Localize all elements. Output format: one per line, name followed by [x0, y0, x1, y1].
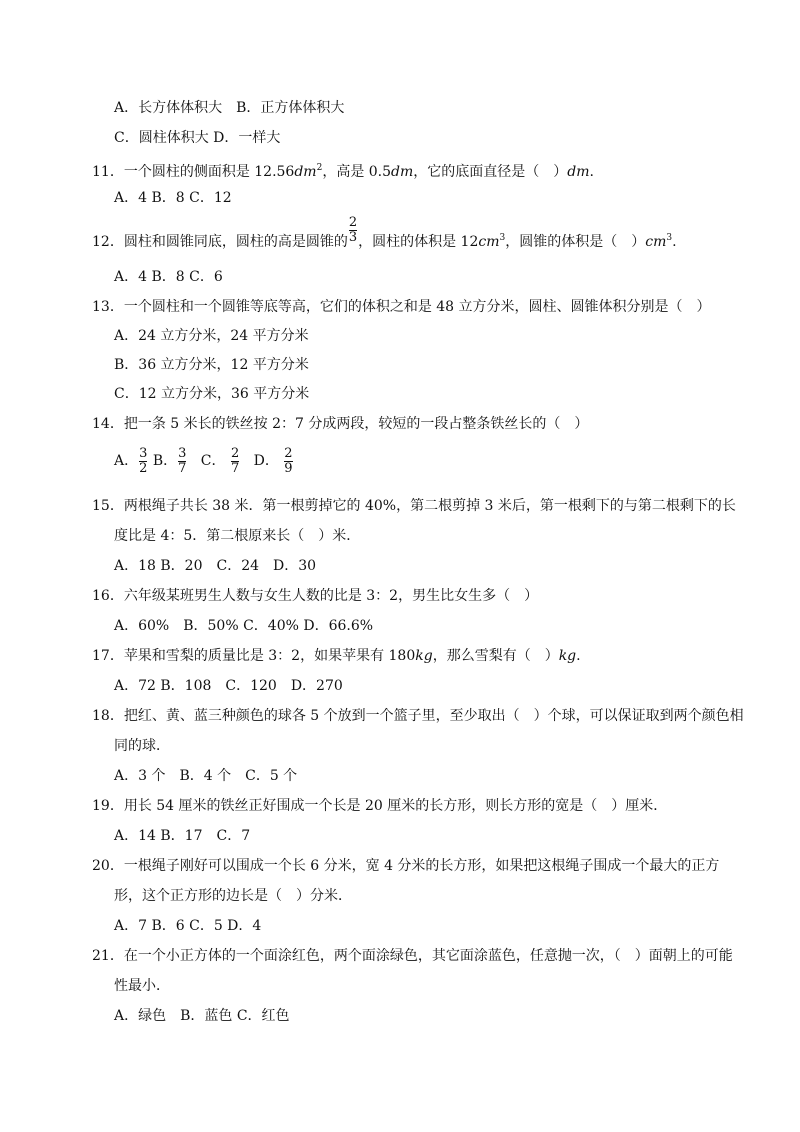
q13-stem: 13．一个圆柱和一个圆锥等底等高，它们的体积之和是 48 立方分米，圆柱、圆锥体积分别是（ ）: [92, 299, 711, 315]
q13-option-c: C．12 立方分米，36 平方分米: [114, 386, 310, 402]
q18-stem-line1: 18．把红、黄、蓝三种颜色的球各 5 个放到一个篮子里，至少取出（ ）个球，可以保证取到两个颜色相: [92, 708, 744, 724]
q19-options: A．14 B．17 C．7: [114, 828, 251, 844]
q16-stem: 16．六年级某班男生人数与女生人数的比是 3：2，男生比女生多（ ）: [92, 588, 539, 604]
q13-option-b: B．36 立方分米，12 平方分米: [114, 357, 309, 373]
q16-options: A．60% B．50% C．40% D．66.6%: [114, 618, 374, 634]
q17-options: A．72 B．108 C．120 D．270: [114, 678, 343, 694]
q20-options: A．7 B．6 C．5 D．4: [114, 918, 262, 934]
q18-options: A．3 个 B．4 个 C．5 个: [114, 768, 298, 784]
q15-stem-line2: 度比是 4：5．第二根原来长（ ）米．: [114, 528, 361, 544]
q21-stem-line1: 21．在一个小正方体的一个面涂红色，两个面涂绿色，其它面涂蓝色，任意抛一次，（ ）面朝上的可能: [92, 948, 733, 964]
q21-stem-line2: 性最小．: [114, 978, 170, 994]
q15-options: A．18 B．20 C．24 D．30: [114, 558, 317, 574]
q14-options: A． $\frac{3}{2}$ B． $\frac{3}{7}$ C． $\frac{2}{7}$ D． $\frac{2}{9}$: [114, 445, 293, 476]
q10-options-row1: A．长方体体积大 B．正方体体积大: [114, 100, 345, 116]
q14-option-a-fraction: $\frac{3}{2}$: [139, 445, 148, 476]
q21-options: A．绿色 B．蓝色 C．红色: [114, 1008, 290, 1024]
q19-stem: 19．用长 54 厘米的铁丝正好围成一个长是 20 厘米的长方形，则长方形的宽是（ ）厘米．: [92, 798, 668, 814]
q12-options: A．4 B．8 C．6: [114, 269, 223, 285]
q14-option-d-fraction: $\frac{2}{9}$: [284, 445, 293, 476]
q13-option-a: A．24 立方分米，24 平方分米: [114, 328, 309, 344]
q20-stem-line1: 20．一根绳子刚好可以围成一个长 6 分米，宽 4 分米的长方形，如果把这根绳子围成一个最大的正方: [92, 858, 720, 874]
q17-stem: 17．苹果和雪梨的质量比是 3：2，如果苹果有 180kg，那么雪梨有（ ）kg.: [92, 648, 581, 664]
q11-options: A．4 B．8 C．12: [114, 190, 232, 206]
q14-option-c-fraction: $\frac{2}{7}$: [230, 445, 240, 476]
q18-stem-line2: 同的球．: [114, 738, 170, 754]
q12-fraction: $\frac{2}{3}$: [348, 214, 358, 245]
q14-option-b-fraction: $\frac{3}{7}$: [178, 445, 187, 476]
q20-stem-line2: 形，这个正方形的边长是（ ）分米．: [114, 888, 352, 904]
q12-stem: 12．圆柱和圆锥同底，圆柱的高是圆锥的 $\frac{2}{3}$ ，圆柱的体积是 $12cm^3$，圆锥的体积是（ ）$cm^3$.: [92, 214, 677, 250]
q10-options-row2: C．圆柱体积大 D．一样大: [114, 130, 281, 146]
q14-stem: 14．把一条 5 米长的铁丝按 2：7 分成两段，较短的一段占整条铁丝长的（ ）: [92, 416, 589, 432]
q15-stem-line1: 15．两根绳子共长 38 米．第一根剪掉它的 40%，第二根剪掉 3 米后，第一根剩下的与第二根剩下的长: [92, 498, 736, 514]
q11-stem: 11．一个圆柱的侧面积是 $12.56dm^2$，高是 0.5dm，它的底面直径是（ ）dm.: [92, 163, 594, 180]
